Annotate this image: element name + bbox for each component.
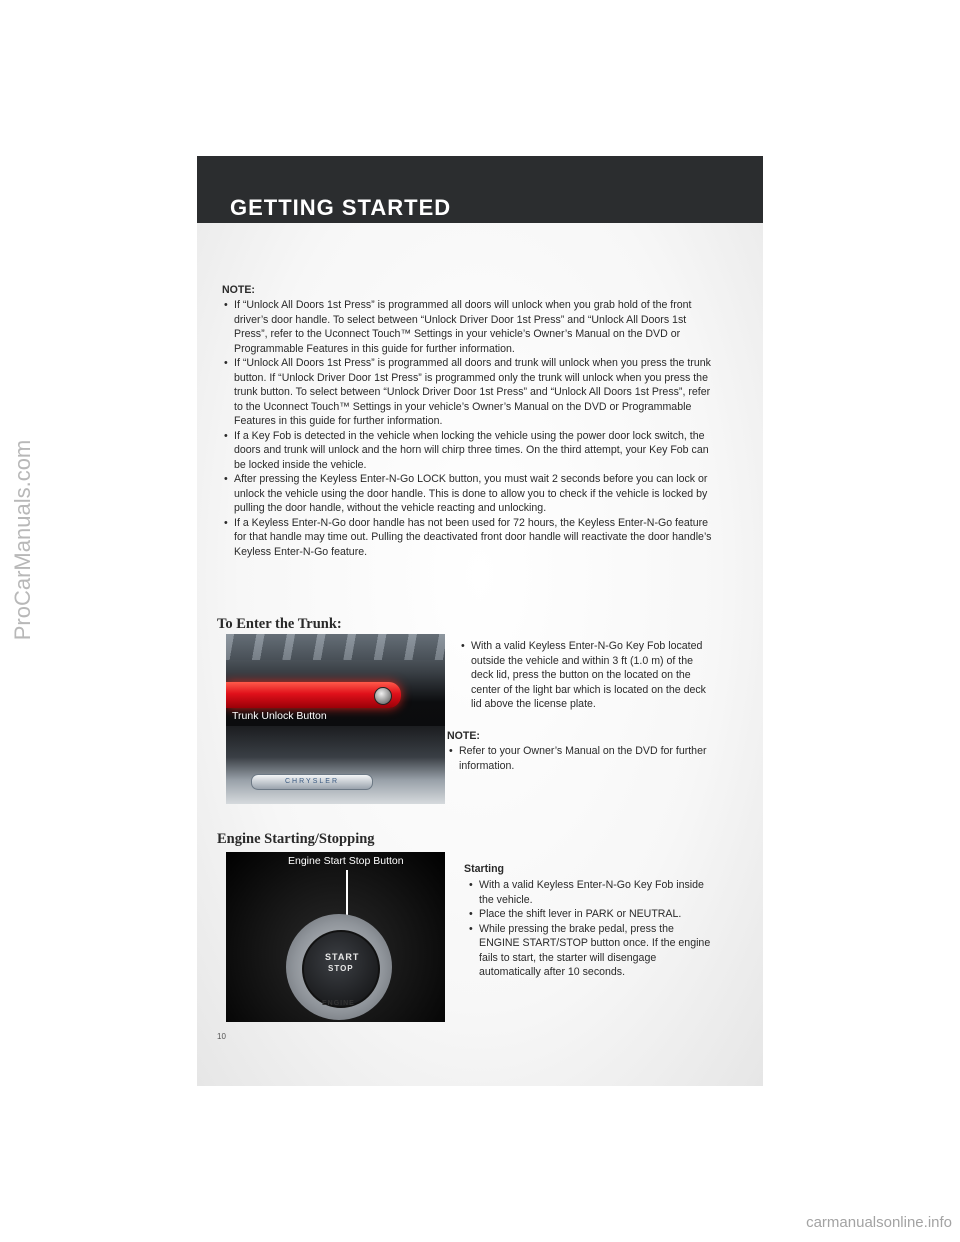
trunk-note-item: • Refer to your Owner’s Manual on the DVD for further information. [447, 744, 712, 773]
engine-list [467, 878, 717, 980]
deck-lid [226, 726, 445, 804]
trunk-instructions [459, 639, 714, 712]
engine-instructions [464, 862, 717, 980]
note-item: • If “Unlock All Doors 1st Press” is programmed all doors and trunk will unlock when you press the trunk button. If “Unlock Driver Door 1st Press” is programmed only the trunk will unlock when you press the trunk button. To select between “Unlock Driver Door 1st Press” and “Unlock All Doors 1st Press”, refer to the Uconnect Touch™ Settings in your vehicle’s Owner’s Manual on the DVD or Programmable Features in this guide for further information. [222, 356, 717, 429]
trunk-section-title: To Enter the Trunk: [217, 616, 342, 632]
trunk-note-list [447, 744, 712, 773]
note-list [222, 298, 717, 559]
engine-item: • While pressing the brake pedal, press the ENGINE START/STOP button once. If the engine fails to start, the starter will disengage automatically after 10 seconds. [467, 922, 717, 980]
trunk-note [447, 729, 712, 773]
note-label: NOTE: [222, 284, 255, 296]
header-bar [197, 156, 763, 223]
note-item: • If a Key Fob is detected in the vehicle when locking the vehicle using the power door lock switch, the doors and trunk will unlock and the horn will chirp three times. On the third attempt, your Key Fob can be locked inside the vehicle. [222, 429, 717, 473]
engine-item: • Place the shift lever in PARK or NEUTRAL. [467, 907, 717, 922]
trunk-list [459, 639, 714, 712]
photo-reflection [226, 634, 445, 660]
start-label: START [325, 952, 360, 962]
engine-photo [226, 852, 445, 1022]
note-item: • If a Keyless Enter-N-Go door handle has not been used for 72 hours, the Keyless Enter-N-Go feature for that handle may time out. Pulling the deactivated front door handle will reactivate the door handle’s Keyless Enter-N-Go feature. [222, 516, 717, 560]
note-item: • After pressing the Keyless Enter-N-Go LOCK button, you must wait 2 seconds before you can lock or unlock the vehicle using the door handle. This is done to allow you to check if the vehicle is locked by pulling the door handle, without the vehicle reacting and unlocking. [222, 472, 717, 516]
footer-watermark: carmanualsonline.info [806, 1214, 952, 1231]
note-block [222, 283, 717, 559]
engine-item: • With a valid Keyless Enter-N-Go Key Fob inside the vehicle. [467, 878, 717, 907]
side-watermark [8, 380, 38, 700]
note-item: • If “Unlock All Doors 1st Press” is programmed all doors will unlock when you grab hold of the front driver’s door handle. To select between “Unlock Driver Door 1st Press” and “Unlock All Doors 1st Press”, refer to the Uconnect Touch™ Settings in your vehicle’s Owner’s Manual on the DVD or Programmable Features in this guide for further information. [222, 298, 717, 356]
page-title: GETTING STARTED [230, 195, 452, 220]
trunk-item: • With a valid Keyless Enter-N-Go Key Fob located outside the vehicle and within 3 ft (1.0 m) of the deck lid, press the button on the located on the center of the light bar which is located on the deck lid above the license plate. [459, 639, 714, 712]
chrysler-badge: CHRYSLER [251, 774, 373, 790]
trunk-photo-caption: Trunk Unlock Button [232, 710, 327, 722]
manual-page [197, 156, 763, 1086]
trunk-unlock-button-image [374, 687, 392, 705]
stop-label: STOP [328, 964, 354, 973]
engine-photo-caption: Engine Start Stop Button [288, 855, 404, 867]
trunk-note-label: NOTE: [447, 730, 480, 742]
side-watermark-text: ProCarManuals.com [10, 439, 35, 641]
engine-label: ENGINE [322, 1000, 355, 1007]
page-number: 10 [217, 1032, 226, 1041]
engine-section-title: Engine Starting/Stopping [217, 831, 375, 847]
trunk-photo [226, 634, 445, 804]
starting-label: Starting [464, 863, 505, 875]
